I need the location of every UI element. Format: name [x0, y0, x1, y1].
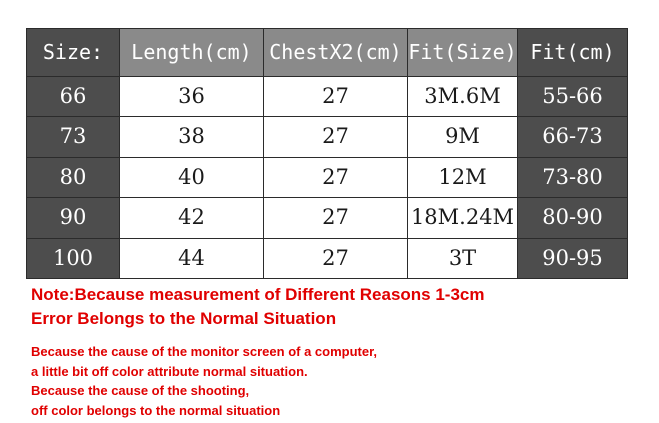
note-sub-line: Because the cause of the shooting,: [31, 383, 250, 398]
note-sub-line: Because the cause of the monitor screen of a computer,: [31, 344, 378, 359]
cell-length: 36: [120, 76, 264, 116]
cell-fit-size: 3T: [408, 238, 518, 279]
measurement-note: [31, 283, 641, 331]
note-main-line: Error Belongs to the Normal Situation: [31, 309, 337, 328]
cell-size: 90: [27, 198, 120, 238]
cell-length: 42: [120, 198, 264, 238]
cell-length: 38: [120, 117, 264, 157]
table-row: [27, 238, 628, 279]
cell-fit-size: 3M.6M: [408, 76, 518, 116]
cell-size: 80: [27, 157, 120, 197]
cell-chest: 27: [264, 117, 408, 157]
cell-size: 73: [27, 117, 120, 157]
table-row: [27, 198, 628, 238]
cell-fit-cm: 66-73: [518, 117, 628, 157]
color-disclaimer: [31, 342, 641, 420]
cell-chest: 27: [264, 198, 408, 238]
note-sub-line: off color belongs to the normal situation: [31, 402, 281, 418]
header-fit-cm: Fit(cm): [518, 29, 628, 77]
cell-chest: 27: [264, 157, 408, 197]
table-row: [27, 117, 628, 157]
cell-fit-cm: 80-90: [518, 198, 628, 238]
header-length: Length(cm): [120, 29, 264, 77]
cell-length: 40: [120, 157, 264, 197]
table-header-row: [27, 29, 628, 77]
cell-fit-size: 12M: [408, 157, 518, 197]
cell-size: 66: [27, 76, 120, 116]
size-chart-table: [26, 28, 628, 279]
cell-chest: 27: [264, 76, 408, 116]
cell-size: 100: [27, 238, 120, 279]
cell-fit-size: 18M.24M: [408, 198, 518, 238]
note-main-line: Note:Because measurement of Different Reasons 1-3cm: [31, 285, 485, 304]
cell-fit-size: 9M: [408, 117, 518, 157]
cell-fit-cm: 90-95: [518, 238, 628, 279]
cell-fit-cm: 55-66: [518, 76, 628, 116]
header-fit-size: Fit(Size): [408, 29, 518, 77]
table-row: [27, 76, 628, 116]
cell-chest: 27: [264, 238, 408, 279]
cell-length: 44: [120, 238, 264, 279]
note-sub-line: a little bit off color attribute normal situation.: [31, 363, 308, 379]
header-size: Size:: [27, 29, 120, 77]
cell-fit-cm: 73-80: [518, 157, 628, 197]
table-row: [27, 157, 628, 197]
header-chest: ChestX2(cm): [264, 29, 408, 77]
